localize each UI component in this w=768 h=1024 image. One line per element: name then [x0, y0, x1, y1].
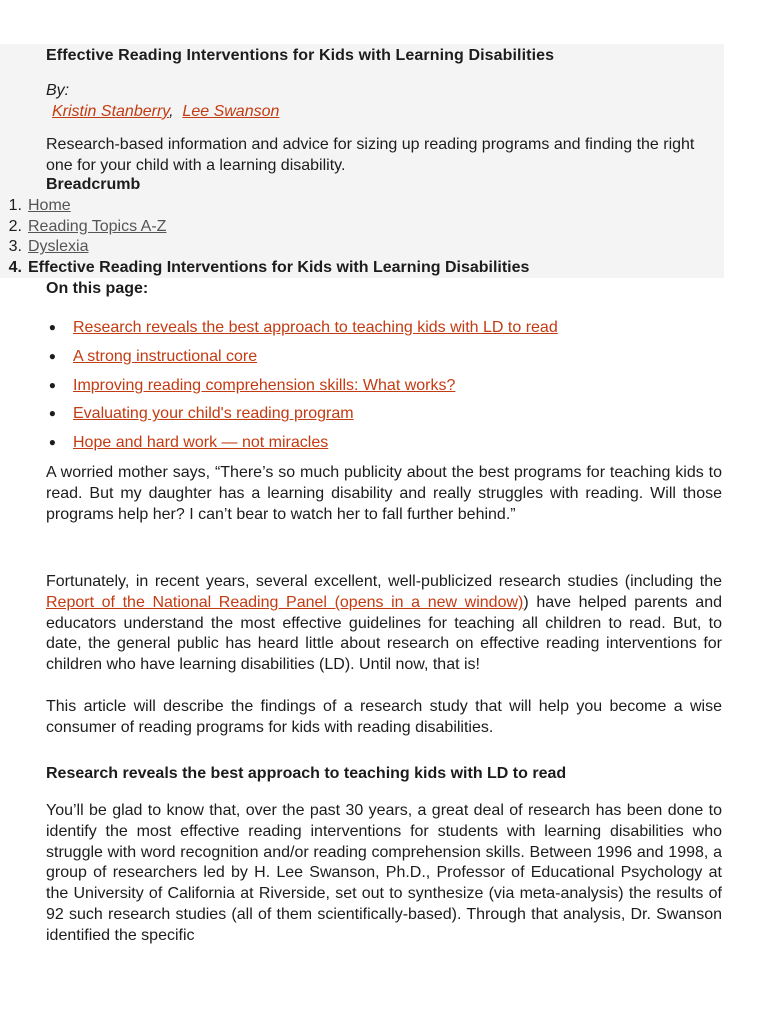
toc-link-research[interactable]: Research reveals the best approach to teaching kids with LD to read	[73, 319, 558, 336]
author-link-swanson[interactable]: Lee Swanson	[182, 103, 280, 120]
paragraph-text: Fortunately, in recent years, several excellent, well-publicized research studies (including the	[46, 573, 722, 590]
article-title: Effective Reading Interventions for Kids with Learning Disabilities	[46, 47, 555, 64]
toc-item	[0, 345, 558, 374]
toc-item	[0, 431, 558, 460]
toc-item	[0, 402, 558, 431]
breadcrumb-number: 1.	[8, 197, 22, 214]
breadcrumb-item-home	[0, 196, 529, 217]
author-list	[52, 103, 279, 121]
breadcrumb-link-dyslexia[interactable]: Dyslexia	[28, 238, 89, 256]
breadcrumb-item-current	[0, 258, 529, 279]
breadcrumb-current-page: Effective Reading Interventions for Kids with Learning Disabilities	[28, 259, 530, 277]
bullet-icon: ●	[48, 435, 56, 450]
body-paragraph-2	[46, 572, 722, 676]
bullet-icon: ●	[48, 377, 56, 392]
breadcrumb-item-dyslexia	[0, 237, 529, 258]
toc-link-evaluating[interactable]: Evaluating your child's reading program	[73, 405, 354, 423]
toc-link-hope[interactable]: Hope and hard work — not miracles	[73, 434, 329, 452]
breadcrumb-link-topics[interactable]: Reading Topics A-Z	[28, 217, 167, 235]
bullet-icon: ●	[48, 320, 56, 334]
toc-item	[0, 316, 558, 345]
section-heading-research: Research reveals the best approach to teaching kids with LD to read	[46, 765, 567, 782]
author-separator: ,	[169, 103, 174, 120]
on-this-page-heading: On this page:	[46, 280, 149, 297]
body-paragraph-4: You’ll be glad to know that, over the past 30 years, a great deal of research has been done to identify the most effective reading interventions for students with learning disabilities who struggle with word recognition and/or reading comprehension skills. Between 1996 and 1998, a group of researchers led by H. Lee Swanson, Ph.D., Professor of Educational Psychology at the University of California at Riverside, set out to synthesize (via meta-analysis) the results of 92 such research studies (all of them scientifically-based). Through that analysis, Dr. Swanson identified the specific	[46, 802, 722, 944]
breadcrumb-item-topics	[0, 217, 529, 238]
toc-item	[0, 374, 558, 403]
body-paragraph-1: A worried mother says, “There’s so much publicity about the best programs for teaching kids to read. But my daughter has a learning disability and really struggles with reading. Will those programs help her? I can’t bear to watch her to fall further behind.”	[46, 464, 722, 523]
breadcrumb	[0, 196, 529, 279]
toc-link-comprehension[interactable]: Improving reading comprehension skills: What works?	[73, 376, 456, 394]
byline-label: By:	[46, 82, 70, 99]
breadcrumb-number: 2.	[8, 217, 22, 235]
national-reading-panel-link[interactable]: Report of the National Reading Panel (opens in a new window)	[46, 593, 524, 611]
breadcrumb-number: 4.	[8, 259, 22, 277]
body-paragraph-3: This article will describe the findings of a research study that will help you become a wise consumer of reading programs for kids with reading disabilities.	[46, 698, 722, 736]
toc-link-core[interactable]: A strong instructional core	[73, 347, 258, 365]
author-link-stanberry[interactable]: Kristin Stanberry	[52, 103, 170, 120]
table-of-contents	[0, 316, 558, 460]
bullet-icon: ●	[48, 348, 56, 363]
breadcrumb-link-home[interactable]: Home	[28, 197, 71, 214]
paragraph-text: ) have helped parents and educators understand the most effective guidelines for teaching all children to read. But, to date, the general public has heard little about research on effective reading interventions for children who have learning disabilities (LD). Until now, that is!	[46, 593, 722, 674]
bullet-icon: ●	[48, 406, 56, 421]
article-summary: Research-based information and advice for sizing up reading programs and finding the right one for your child with a learning disability.	[46, 136, 695, 174]
breadcrumb-heading: Breadcrumb	[46, 176, 141, 193]
breadcrumb-number: 3.	[8, 238, 22, 256]
